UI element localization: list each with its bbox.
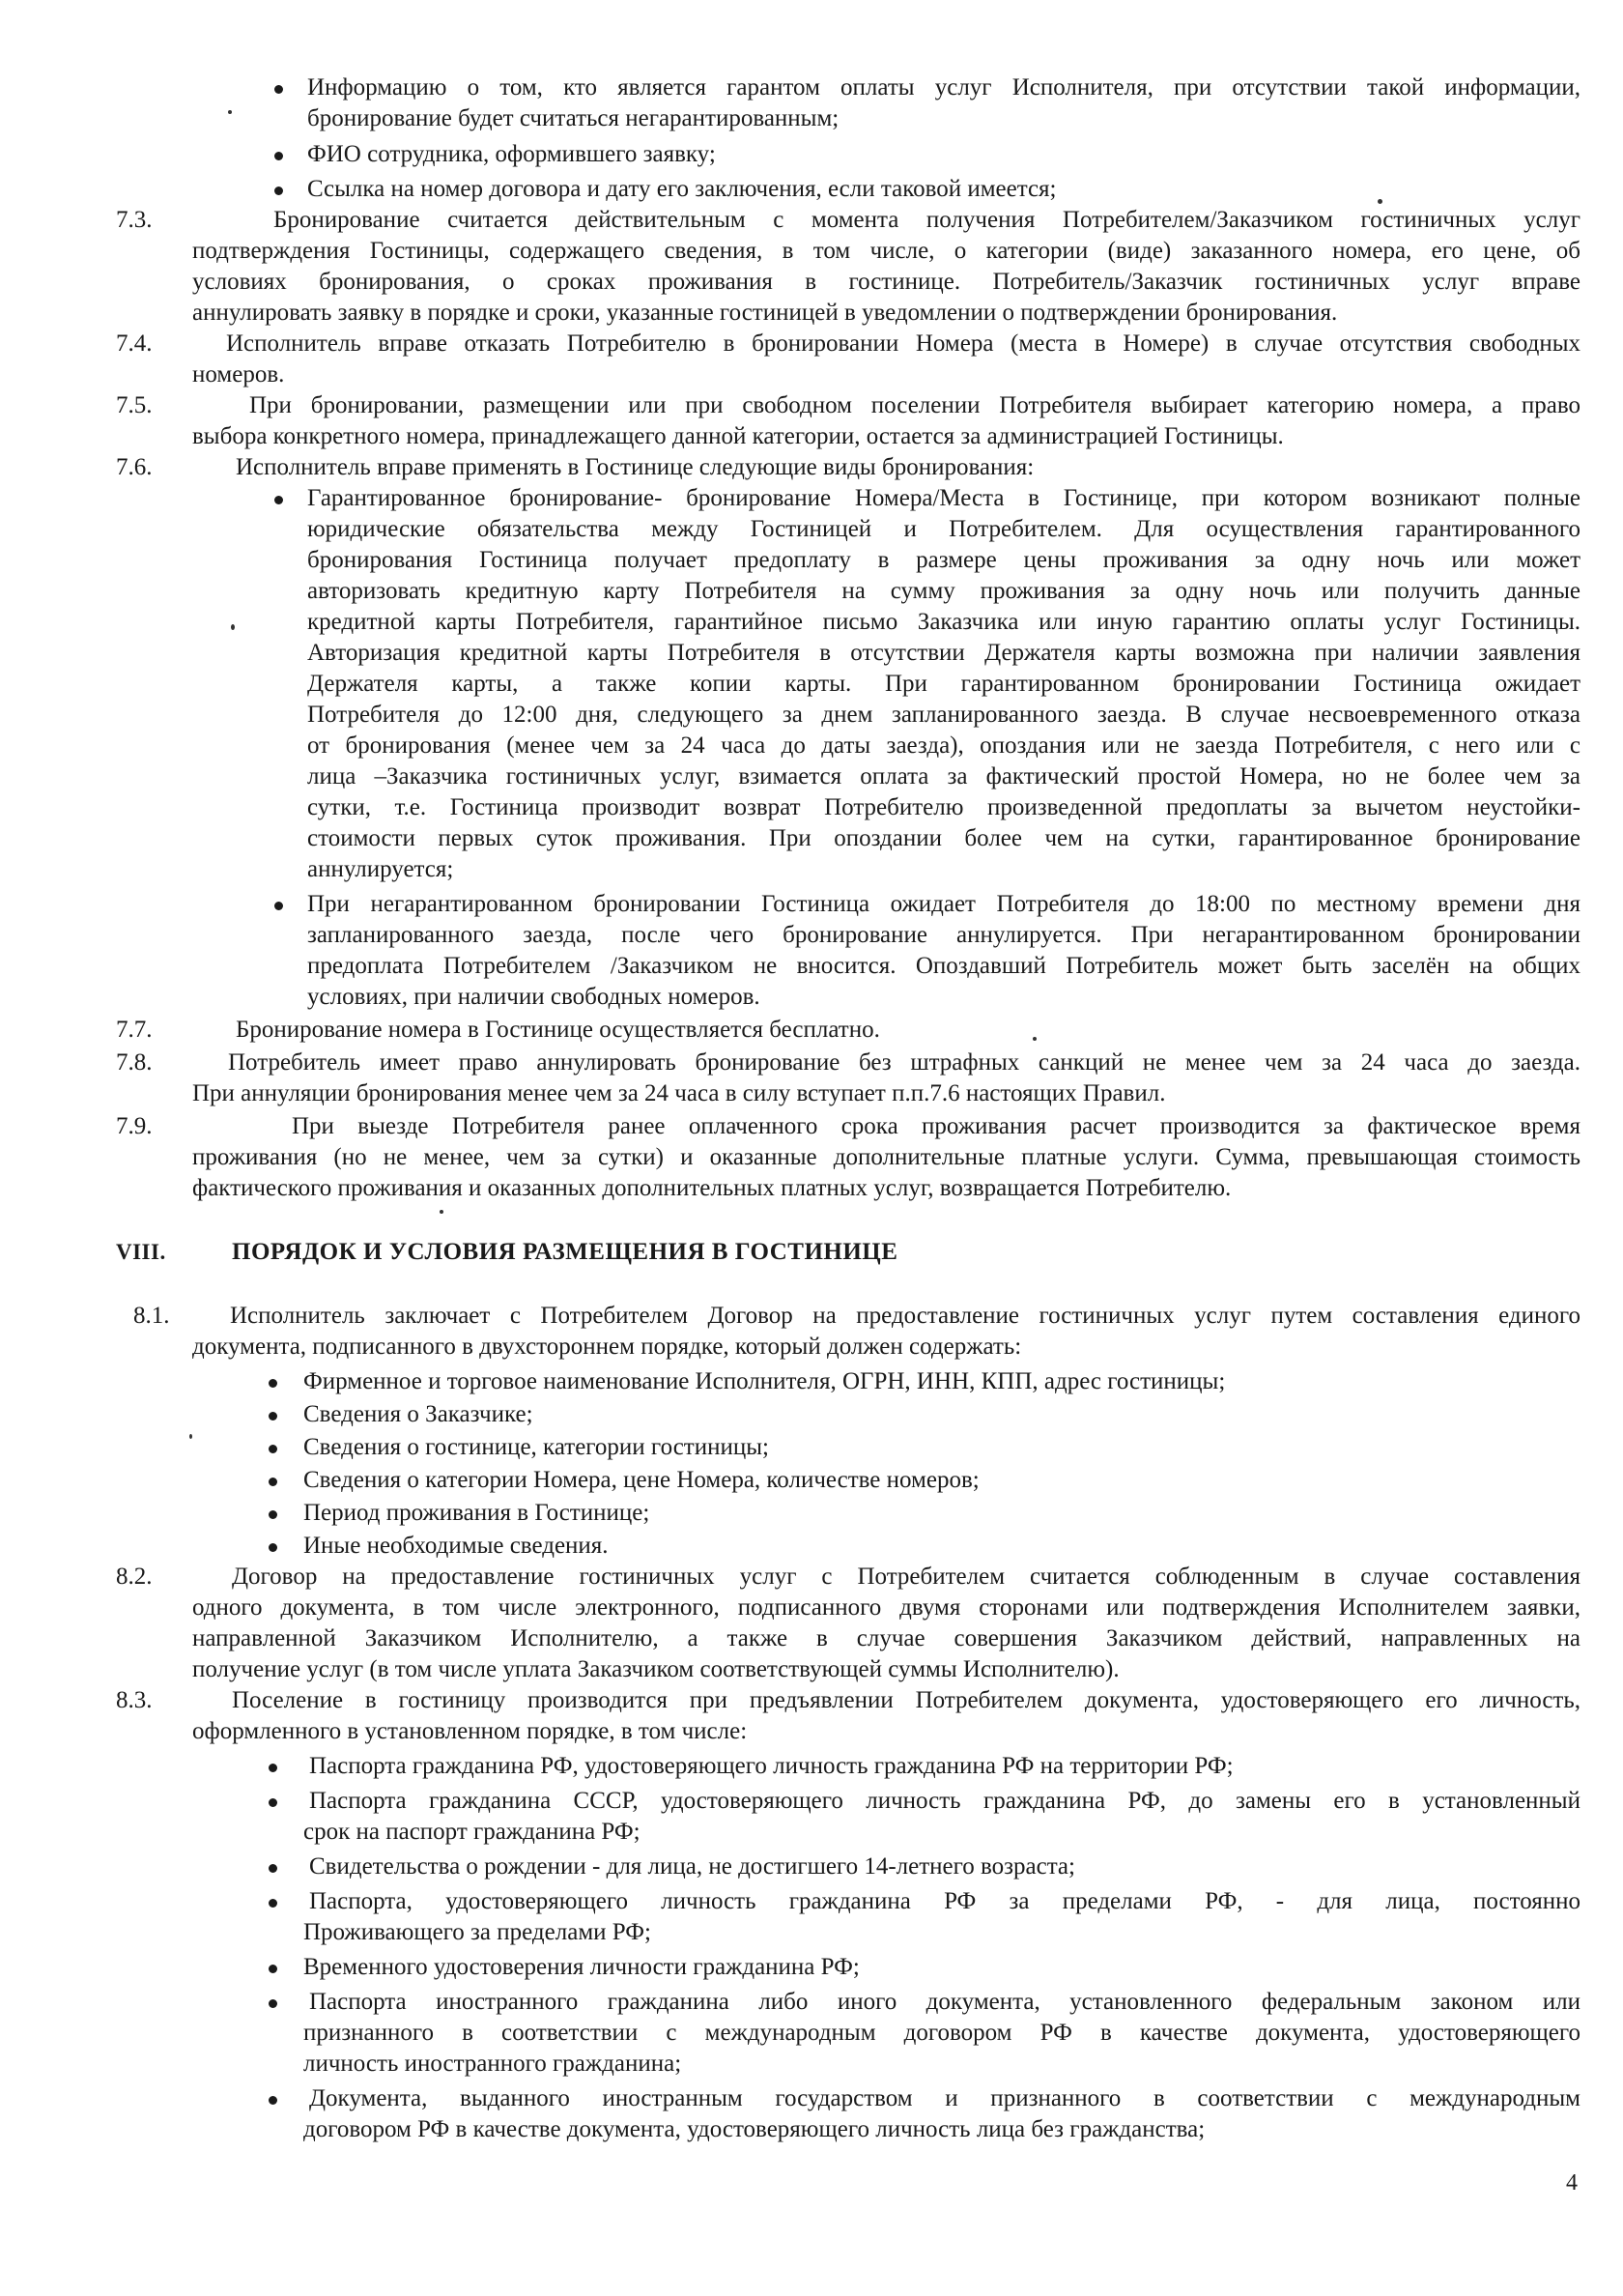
clause-7-8-line-1: Потребитель имеет право аннулировать бронирование без штрафных санкций не менее чем за 24 часа до заезда. <box>228 1049 1580 1076</box>
clause-7-3-line-1: Бронирование считается действительным с момента получения Потребителем/Заказчиком гостиничных услуг <box>273 207 1580 233</box>
clause-7-6-b1-line-10: лица –Заказчика гостиничных услуг, взимается оплата за фактический простой Номера, но не более чем за <box>307 763 1580 789</box>
scan-speck <box>1378 199 1382 204</box>
intro-bullet-3: Ссылка на номер договора и дату его заключения, если таковой имеется; <box>307 176 1057 202</box>
clause-8-2-line-4: получение услуг (в том числе уплата Заказчиком соответствующей суммы Исполнителю). <box>192 1656 1120 1682</box>
clause-8-3-bullet-4-line-2: Проживающего за пределами РФ; <box>303 1919 651 1945</box>
bullet-icon <box>269 1478 277 1486</box>
clause-7-6-b1-line-13: аннулируется; <box>307 856 454 882</box>
clause-7-6-b2-line-2: запланированного заезда, после чего бронирование аннулируется. При негарантированном бронировании <box>307 922 1580 948</box>
clause-7-6-b1-line-8: Потребителя до 12:00 дня, следующего за днем запланированного заезда. В случае несвоевременного отказа <box>307 702 1580 728</box>
clause-7-8-line-2: При аннуляции бронирования менее чем за 24 часа в силу вступает п.п.7.6 настоящих Правил. <box>192 1080 1166 1106</box>
clause-7-3-line-3: условиях бронирования, о сроках проживания в гостинице. Потребитель/Заказчик гостиничных услуг вправе <box>192 269 1580 295</box>
clause-8-1-bullet-1: Фирменное и торговое наименование Исполнителя, ОГРН, ИНН, КПП, адрес гостиницы; <box>303 1368 1226 1394</box>
clause-7-7-line-1: Бронирование номера в Гостинице осуществляется бесплатно. <box>236 1017 880 1043</box>
clause-8-3-bullet-5: Временного удостоверения личности гражданина РФ; <box>303 1954 860 1980</box>
bullet-icon <box>269 1379 277 1388</box>
clause-8-3-bullet-2-line-2: срок на паспорт гражданина РФ; <box>303 1819 641 1845</box>
bullet-icon <box>269 1965 277 1973</box>
scan-speck <box>1033 1037 1037 1041</box>
clause-8-3-bullet-6-line-1: Паспорта иностранного гражданина либо иного документа, установленного федеральным законом или <box>309 1989 1580 2015</box>
clause-8-3-line-1: Поселение в гостиницу производится при предъявлении Потребителем документа, удостоверяющего его личность, <box>232 1687 1580 1713</box>
section-viii-title: ПОРЯДОК И УСЛОВИЯ РАЗМЕЩЕНИЯ В ГОСТИНИЦЕ <box>232 1239 898 1265</box>
clause-7-3-line-4: аннулировать заявку в порядке и сроки, указанные гостиницей в уведомлении о подтверждении бронирования. <box>192 300 1338 326</box>
clause-number-7-5: 7.5. <box>116 392 153 418</box>
clause-7-6-b1-line-3: бронирования Гостиница получает предоплату в размере цены проживания за одну ночь или может <box>307 547 1580 573</box>
clause-8-3-bullet-6-line-3: личность иностранного гражданина; <box>303 2051 682 2077</box>
page-number: 4 <box>1566 2170 1578 2196</box>
scan-speck <box>228 110 232 114</box>
bullet-icon <box>274 152 283 160</box>
bullet-icon <box>274 902 283 910</box>
clause-7-6-b2-line-3: предоплата Потребителем /Заказчиком не вносится. Опоздавший Потребитель может быть заселён на общих <box>307 953 1580 979</box>
clause-number-7-7: 7.7. <box>116 1017 153 1043</box>
clause-number-8-3: 8.3. <box>116 1687 153 1713</box>
clause-7-5-line-2: выбора конкретного номера, принадлежащего данной категории, остается за администрацией Гостиницы. <box>192 423 1284 449</box>
clause-7-9-line-1: При выезде Потребителя ранее оплаченного срока проживания расчет производится за фактическое время <box>292 1113 1580 1139</box>
bullet-icon <box>269 1864 277 1873</box>
clause-7-6-b2-line-4: условиях, при наличии свободных номеров. <box>307 984 760 1010</box>
section-number-viii: VIII. <box>116 1240 166 1264</box>
bullet-icon <box>269 1999 277 2008</box>
bullet-icon <box>269 1798 277 1807</box>
clause-7-6-b1-line-2: юридические обязательства между Гостиницей и Потребителем. Для осуществления гарантированного <box>307 516 1580 542</box>
clause-7-3-line-2: подтверждения Гостиницы, содержащего сведения, в том числе, о категории (виде) заказанного номера, его цене, об <box>192 238 1580 264</box>
bullet-icon <box>269 1899 277 1908</box>
clause-number-8-1: 8.1. <box>133 1303 170 1329</box>
clause-8-2-line-2: одного документа, в том числе электронного, подписанного двумя сторонами или подтверждения Исполнителем заявки, <box>192 1594 1580 1621</box>
bullet-icon <box>269 1543 277 1552</box>
clause-7-9-line-3: фактического проживания и оказанных дополнительных платных услуг, возвращается Потребителю. <box>192 1175 1232 1201</box>
bullet-icon <box>269 1510 277 1519</box>
intro-bullet-1-line-1: Информацию о том, кто является гарантом оплаты услуг Исполнителя, при отсутствии такой информации, <box>307 74 1580 100</box>
clause-8-3-bullet-3: Свидетельства о рождении - для лица, не достигшего 14-летнего возраста; <box>309 1853 1075 1880</box>
clause-8-1-bullet-2: Сведения о Заказчике; <box>303 1401 533 1427</box>
clause-8-3-bullet-7-line-2: договором РФ в качестве документа, удостоверяющего личность лица без гражданства; <box>303 2116 1206 2142</box>
clause-7-6-b1-line-6: Авторизация кредитной карты Потребителя в отсутствии Держателя карты возможна при наличии заявления <box>307 640 1580 666</box>
clause-7-9-line-2: проживания (но не менее, чем за сутки) и оказанные дополнительные платные услуги. Сумма, превышающая стоимость <box>192 1144 1580 1170</box>
clause-8-1-bullet-4: Сведения о категории Номера, цене Номера, количестве номеров; <box>303 1467 980 1493</box>
clause-7-6-b1-line-11: сутки, т.е. Гостиница производит возврат Потребителю произведенной предоплаты за вычетом неустойки- <box>307 794 1580 820</box>
clause-number-7-9: 7.9. <box>116 1113 153 1139</box>
clause-number-7-8: 7.8. <box>116 1049 153 1076</box>
bullet-icon <box>274 187 283 195</box>
clause-7-4-line-2: номеров. <box>192 361 285 387</box>
bullet-icon <box>269 1764 277 1772</box>
scan-speck <box>440 1210 443 1214</box>
scan-speck <box>189 1434 192 1439</box>
clause-7-6-b1-line-4: авторизовать кредитную карту Потребителя на сумму проживания за одну ночь или получить данные <box>307 578 1580 604</box>
clause-8-3-bullet-4-line-1: Паспорта, удостоверяющего личность гражданина РФ за пределами РФ, - для лица, постоянно <box>309 1888 1580 1914</box>
bullet-icon <box>269 2096 277 2105</box>
clause-number-7-3: 7.3. <box>116 207 153 233</box>
clause-8-2-line-3: направленной Заказчиком Исполнителю, а также в случае совершения Заказчиком действий, направленных на <box>192 1625 1580 1651</box>
clause-8-3-bullet-1: Паспорта гражданина РФ, удостоверяющего личность гражданина РФ на территории РФ; <box>309 1753 1234 1779</box>
clause-number-7-6: 7.6. <box>116 454 153 480</box>
clause-8-2-line-1: Договор на предоставление гостиничных услуг с Потребителем считается соблюденным в случае составления <box>232 1564 1580 1590</box>
scan-speck <box>231 624 235 630</box>
clause-7-4-line-1: Исполнитель вправе отказать Потребителю в бронировании Номера (места в Номере) в случае отсутствия свободных <box>226 330 1580 357</box>
clause-8-3-bullet-6-line-2: признанного в соответствии с международным договором РФ в качестве документа, удостоверяющего <box>303 2020 1580 2046</box>
bullet-icon <box>269 1445 277 1453</box>
clause-7-6-lead: Исполнитель вправе применять в Гостинице следующие виды бронирования: <box>236 454 1035 480</box>
bullet-icon <box>269 1412 277 1421</box>
clause-number-7-4: 7.4. <box>116 330 153 357</box>
bullet-icon <box>274 85 283 94</box>
clause-8-3-bullet-2-line-1: Паспорта гражданина СССР, удостоверяющего личность гражданина РФ, до замены его в установленный <box>309 1788 1580 1814</box>
clause-7-6-b1-line-12: стоимости первых суток проживания. При опоздании более чем на сутки, гарантированное бронирование <box>307 825 1580 851</box>
clause-8-1-bullet-6: Иные необходимые сведения. <box>303 1533 609 1559</box>
clause-7-6-b1-line-1: Гарантированное бронирование- бронирование Номера/Места в Гостинице, при котором возникают полные <box>307 485 1580 511</box>
clause-8-1-line-1: Исполнитель заключает с Потребителем Договор на предоставление гостиничных услуг путем составления единого <box>230 1303 1580 1329</box>
intro-bullet-2: ФИО сотрудника, оформившего заявку; <box>307 141 716 167</box>
clause-number-8-2: 8.2. <box>116 1564 153 1590</box>
intro-bullet-1-line-2: бронирование будет считаться негарантированным; <box>307 105 840 131</box>
clause-8-3-line-2: оформленного в установленном порядке, в том числе: <box>192 1718 748 1744</box>
clause-8-1-bullet-5: Период проживания в Гостинице; <box>303 1500 650 1526</box>
clause-7-6-b2-line-1: При негарантированном бронировании Гостиница ожидает Потребителя до 18:00 по местному времени дня <box>307 891 1580 917</box>
clause-7-6-b1-line-5: кредитной карты Потребителя, гарантийное письмо Заказчика или иную гарантию оплаты услуг Гостиницы. <box>307 609 1580 635</box>
clause-7-6-b1-line-7: Держателя карты, а также копии карты. При гарантированном бронировании Гостиница ожидает <box>307 671 1580 697</box>
clause-8-1-bullet-3: Сведения о гостинице, категории гостиницы; <box>303 1434 769 1460</box>
clause-8-1-line-2: документа, подписанного в двухстороннем порядке, который должен содержать: <box>192 1334 1022 1360</box>
bullet-icon <box>274 496 283 504</box>
clause-8-3-bullet-7-line-1: Документа, выданного иностранным государством и признанного в соответствии с международным <box>309 2085 1580 2111</box>
clause-7-6-b1-line-9: от бронирования (менее чем за 24 часа до даты заезда), опоздания или не заезда Потребителя, с него или с <box>307 732 1580 759</box>
clause-7-5-line-1: При бронировании, размещении или при свободном поселении Потребителя выбирает категорию номера, а право <box>249 392 1580 418</box>
